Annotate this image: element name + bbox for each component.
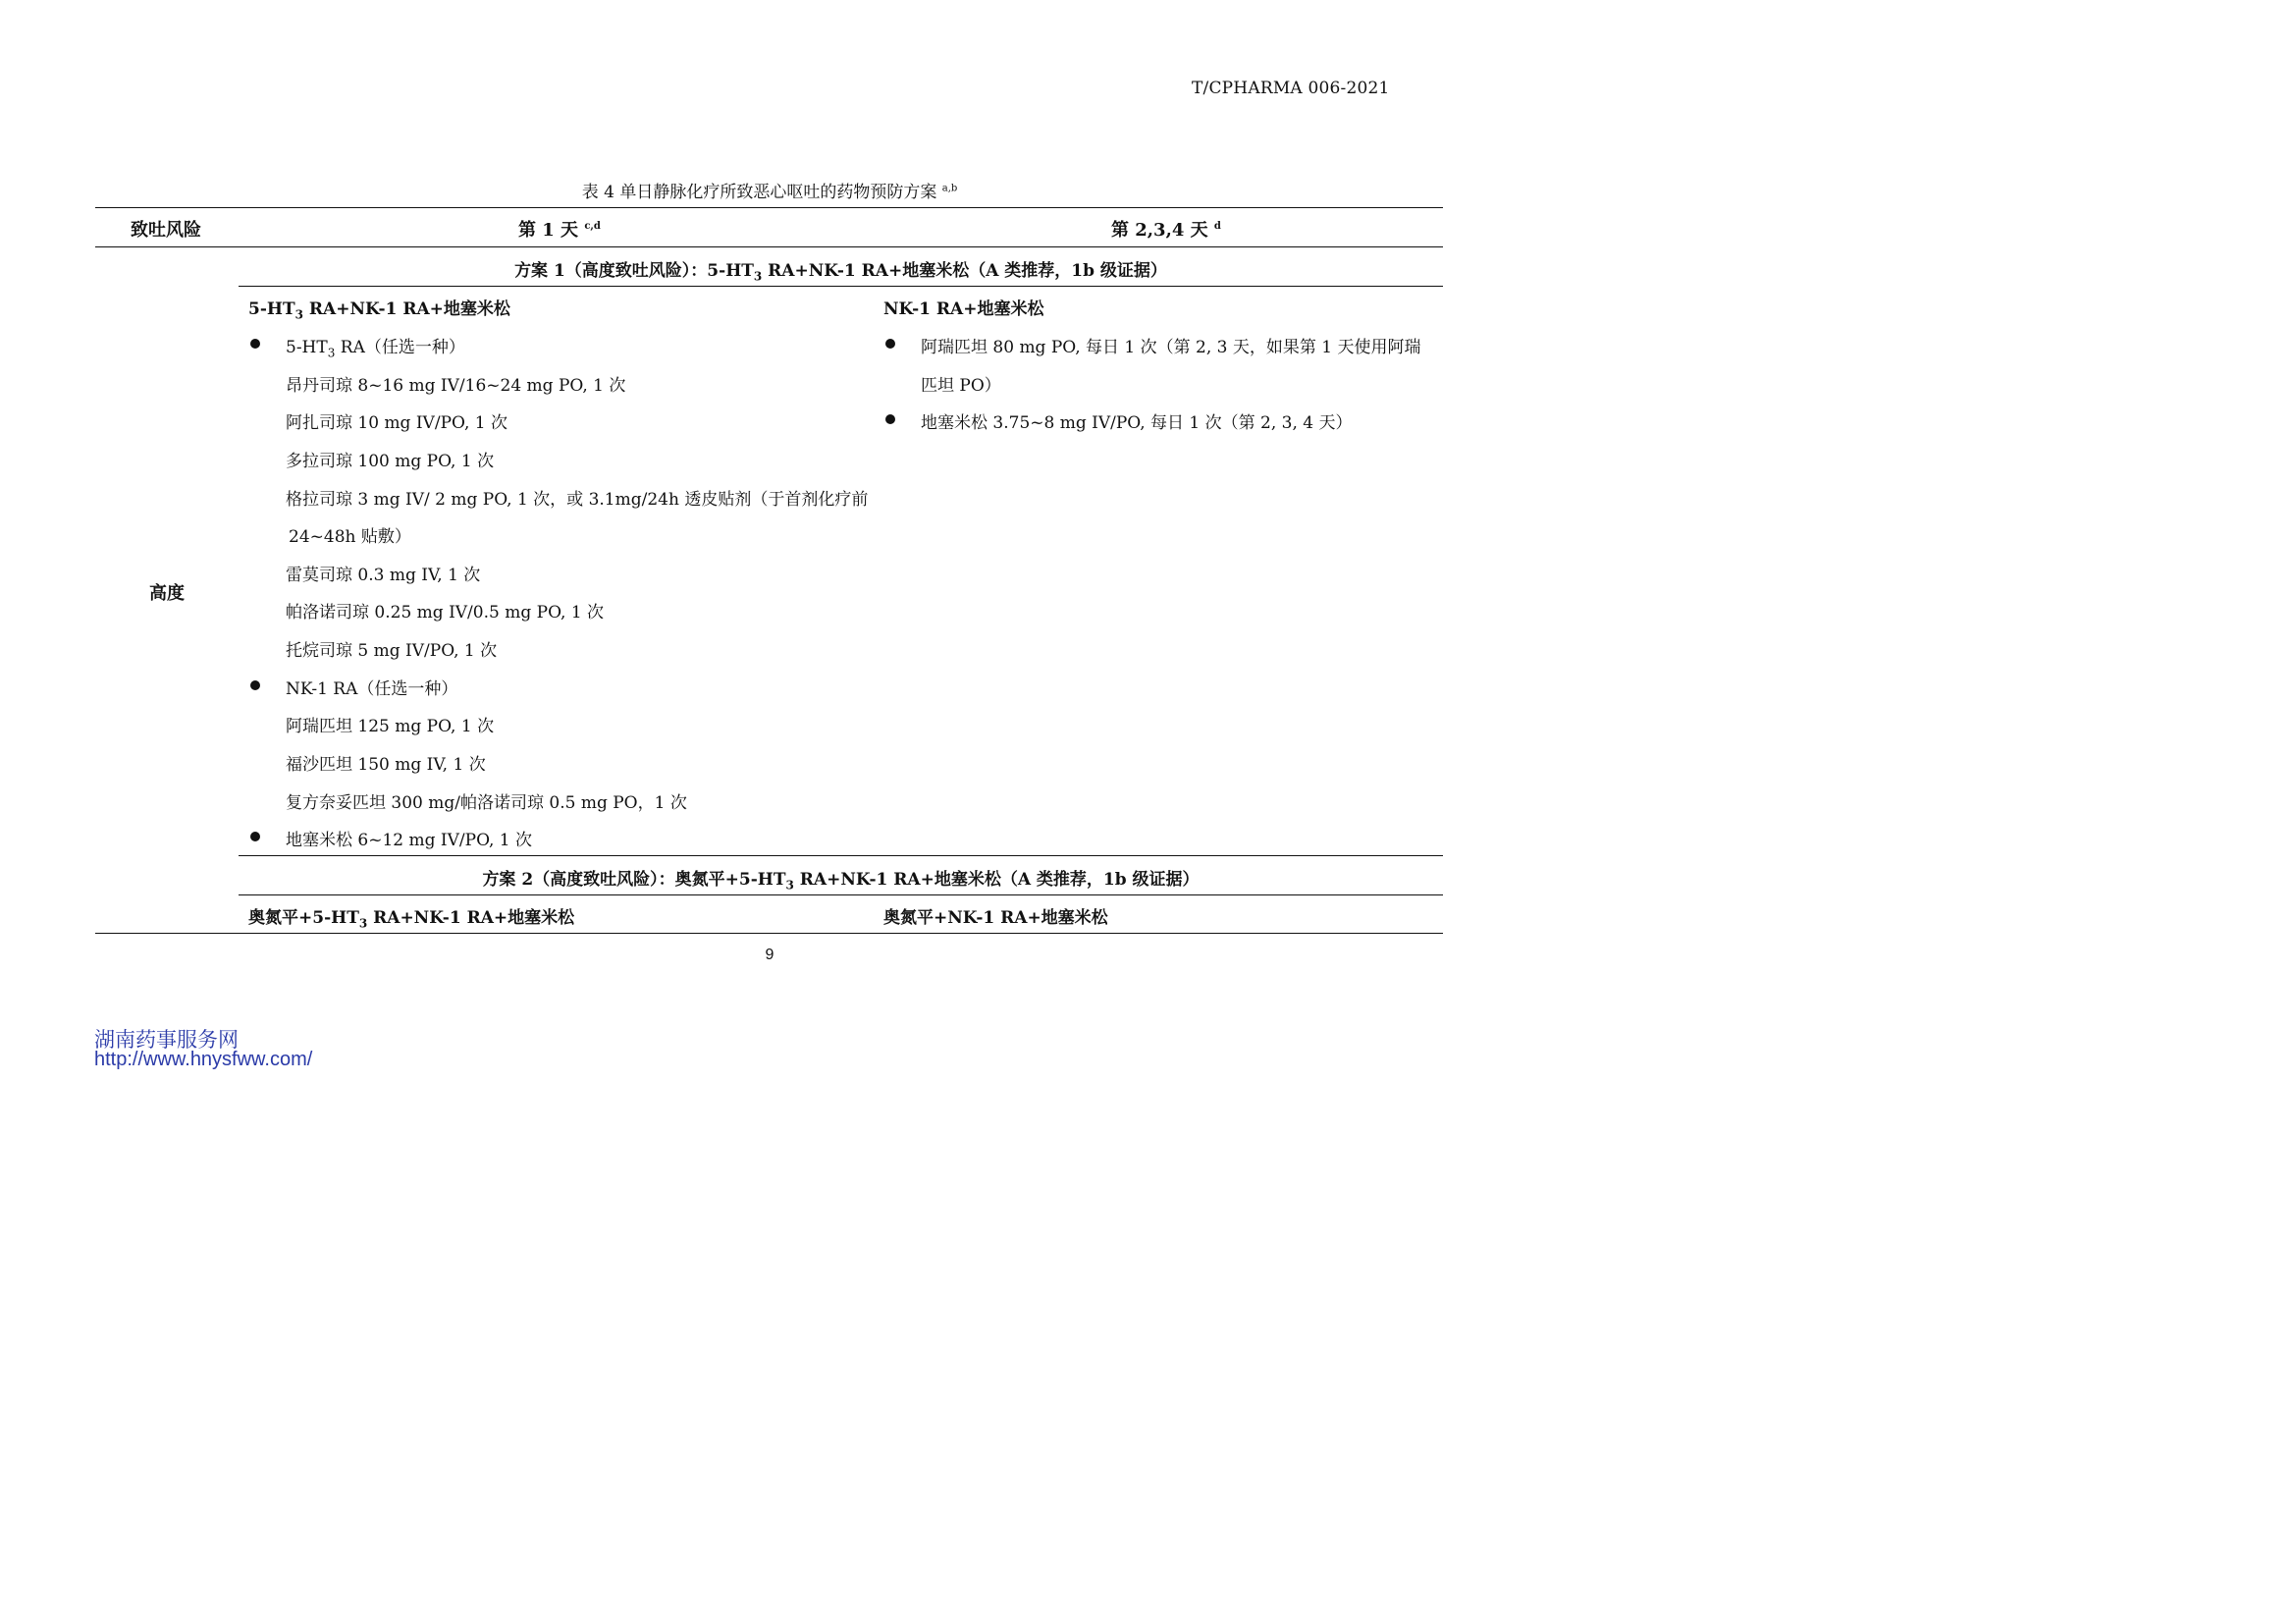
drug-line: 昂丹司琼 8~16 mg IV/16~24 mg PO, 1 次 bbox=[286, 376, 626, 396]
plan2-title bbox=[239, 865, 1443, 892]
plan1-day1-bullet-nk1: NK-1 RA（任选一种） bbox=[286, 679, 458, 699]
bullet-marker bbox=[885, 339, 895, 349]
plan1-day1-heading bbox=[248, 295, 510, 321]
heading-part: 5-HT bbox=[248, 299, 295, 319]
plan2-title-subscript: 3 bbox=[785, 878, 794, 893]
day234-header-footnote: d bbox=[1213, 221, 1221, 232]
drug-line: 帕洛诺司琼 0.25 mg IV/0.5 mg PO, 1 次 bbox=[286, 603, 605, 623]
drug-line: 福沙匹坦 150 mg IV, 1 次 bbox=[286, 755, 486, 775]
drug-line: 24~48h 贴敷） bbox=[289, 527, 411, 547]
plan1-day234-aprepitant-cont: 匹坦 PO） bbox=[921, 376, 1001, 396]
caption-footnote-marks: a,b bbox=[941, 183, 958, 194]
plan1-title-part: RA+NK-1 RA+地塞米松（A 类推荐，1b 级证据） bbox=[762, 261, 1167, 281]
plan2-top-rule bbox=[239, 855, 1443, 856]
plan1-day1-bullet-dexamethasone: 地塞米松 6~12 mg IV/PO, 1 次 bbox=[286, 831, 533, 850]
plan1-title-part: 方案 1（高度致吐风险）：5-HT bbox=[514, 261, 754, 281]
plan1-day234-aprepitant: 阿瑞匹坦 80 mg PO, 每日 1 次（第 2, 3 天，如果第 1 天使用阿瑞 bbox=[921, 338, 1421, 357]
document-id: T/CPHARMA 006-2021 bbox=[1192, 79, 1390, 98]
watermark-url-link[interactable]: http://www.hnysfww.com/ bbox=[94, 1049, 313, 1070]
bullet-marker bbox=[250, 832, 260, 841]
watermark-site-name: 湖南药事服务网 bbox=[94, 1028, 239, 1052]
drug-line: 多拉司琼 100 mg PO, 1 次 bbox=[286, 452, 495, 471]
plan2-title-part: RA+NK-1 RA+地塞米松（A 类推荐，1b 级证据） bbox=[793, 870, 1200, 890]
heading-part: RA+NK-1 RA+地塞米松 bbox=[367, 908, 575, 928]
drug-line: 托烷司琼 5 mg IV/PO, 1 次 bbox=[286, 641, 498, 661]
drug-line: 格拉司琼 3 mg IV/ 2 mg PO, 1 次，或 3.1mg/24h 透皮贴剂（于首剂化疗前 bbox=[286, 490, 869, 510]
table-caption bbox=[0, 178, 1539, 202]
heading-part: 奥氮平+5-HT bbox=[248, 908, 359, 928]
plan2-title-rule bbox=[239, 894, 1443, 895]
heading-part: RA+NK-1 RA+地塞米松 bbox=[302, 299, 510, 319]
bullet-marker bbox=[250, 339, 260, 349]
plan1-day234-heading: NK-1 RA+地塞米松 bbox=[883, 299, 1044, 319]
heading-subscript: 3 bbox=[294, 307, 303, 322]
plan2-day234-heading: 奥氮平+NK-1 RA+地塞米松 bbox=[883, 908, 1108, 928]
plan1-title bbox=[239, 256, 1443, 283]
column-header-day234 bbox=[1111, 216, 1221, 242]
plan1-day1-bullet-5ht3 bbox=[286, 333, 465, 359]
day234-header-text: 第 2,3,4 天 bbox=[1111, 220, 1208, 241]
table-top-rule bbox=[95, 207, 1443, 208]
drug-line: 阿扎司琼 10 mg IV/PO, 1 次 bbox=[286, 413, 507, 433]
risk-level-cell: 高度 bbox=[149, 583, 185, 604]
header-bottom-rule bbox=[95, 246, 1443, 247]
bullet-marker bbox=[885, 414, 895, 424]
page-number: 9 bbox=[765, 947, 774, 963]
plan1-title-rule bbox=[239, 286, 1443, 287]
bullet-marker bbox=[250, 680, 260, 690]
drug-line: 阿瑞匹坦 125 mg PO, 1 次 bbox=[286, 717, 495, 736]
table-bottom-rule bbox=[95, 933, 1443, 934]
bullet-text-part: RA（任选一种） bbox=[335, 338, 465, 357]
plan1-title-subscript: 3 bbox=[753, 269, 763, 284]
plan1-day234-dexamethasone: 地塞米松 3.75~8 mg IV/PO, 每日 1 次（第 2, 3, 4 天） bbox=[921, 413, 1353, 433]
caption-text: 表 4 单日静脉化疗所致恶心呕吐的药物预防方案 bbox=[581, 183, 937, 202]
drug-line: 雷莫司琼 0.3 mg IV, 1 次 bbox=[286, 566, 481, 585]
drug-line: 复方奈妥匹坦 300 mg/帕洛诺司琼 0.5 mg PO，1 次 bbox=[286, 793, 687, 813]
heading-subscript: 3 bbox=[358, 916, 368, 931]
plan2-day1-heading bbox=[248, 903, 574, 930]
day1-header-text: 第 1 天 bbox=[518, 220, 579, 241]
bullet-subscript: 3 bbox=[327, 346, 336, 360]
column-header-risk: 致吐风险 bbox=[131, 220, 201, 241]
column-header-day1 bbox=[518, 216, 601, 242]
bullet-text-part: 5-HT bbox=[286, 338, 328, 357]
plan2-title-part: 方案 2（高度致吐风险）：奥氮平+5-HT bbox=[482, 870, 786, 890]
day1-header-footnote: c,d bbox=[584, 221, 601, 232]
